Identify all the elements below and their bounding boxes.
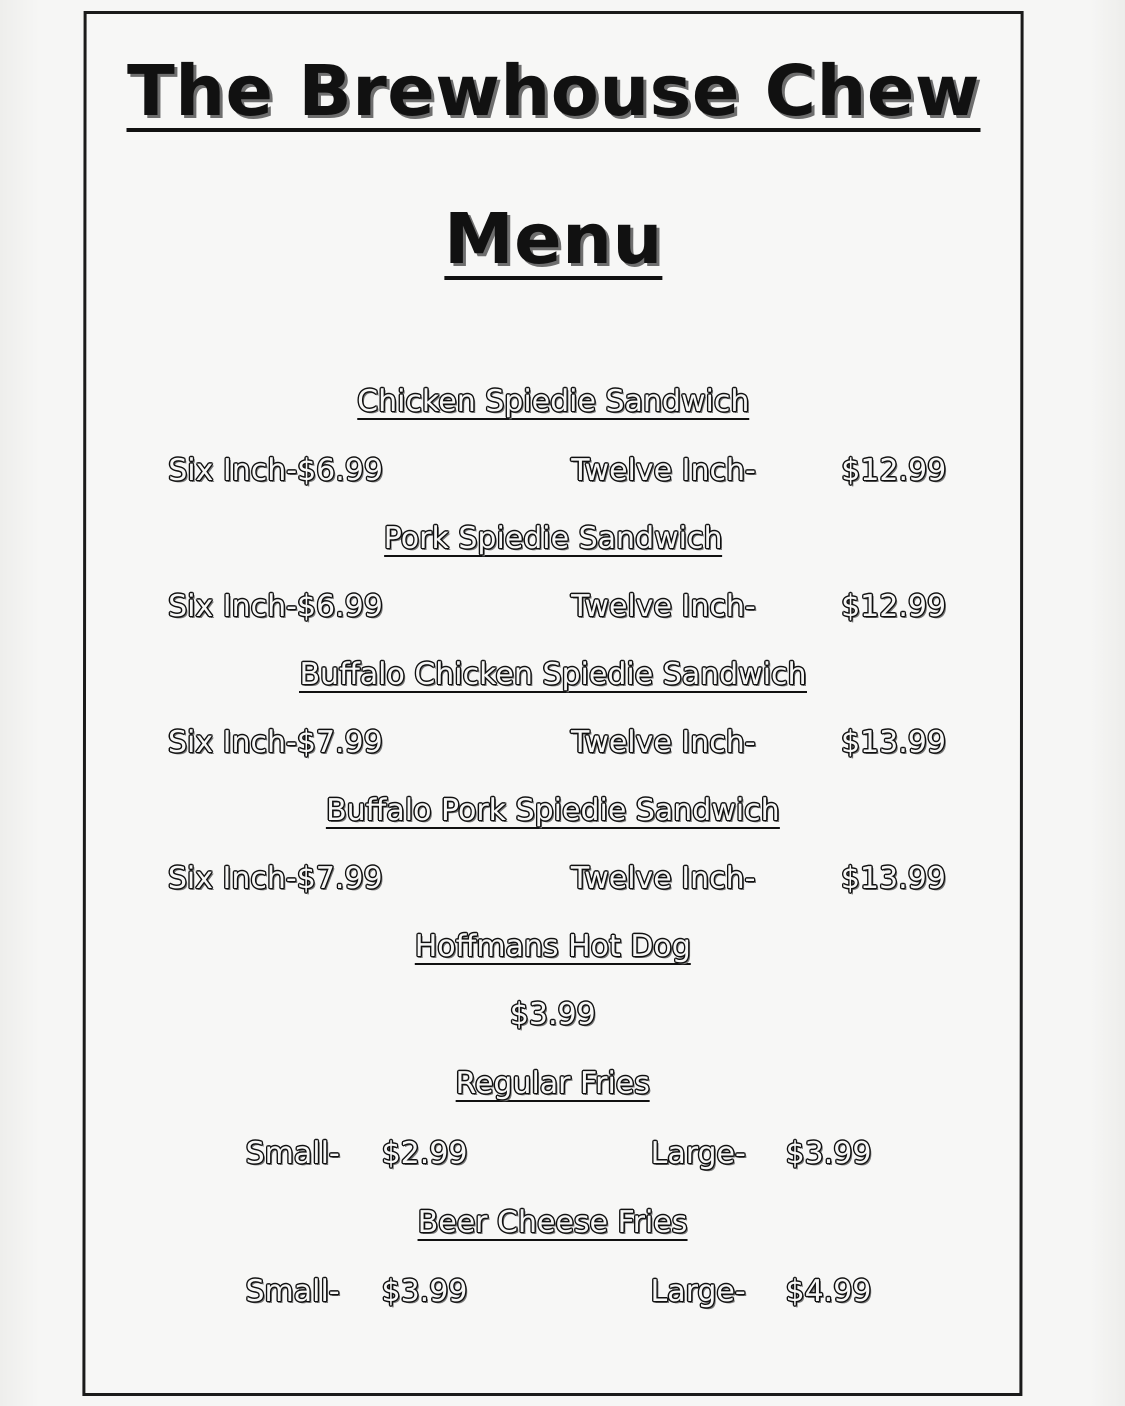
item-heading-beer-cheese-fries (86, 1205, 1020, 1241)
size-label: Twelve Inch- (571, 453, 756, 488)
item-name: Hoffmans Hot Dog (414, 929, 691, 964)
item-name: Buffalo Pork Spiedie Sandwich (326, 793, 780, 828)
menu-title-text: The Brewhouse Chew (126, 50, 981, 132)
size-label: Large- (650, 1274, 746, 1309)
small-price (381, 1136, 468, 1171)
large-price (841, 453, 947, 488)
size-label: Twelve Inch- (570, 861, 756, 896)
menu-title (86, 50, 1020, 132)
price-value: $12.99 (841, 589, 947, 624)
size-label: Six Inch- (167, 861, 297, 896)
size-label: Large- (650, 1136, 746, 1171)
menu-border (82, 11, 1023, 1396)
large-size-label (570, 861, 756, 896)
size-label: Twelve Inch- (570, 725, 756, 760)
item-heading-regular-fries (86, 1066, 1020, 1102)
price-value: $2.99 (381, 1136, 468, 1171)
size-label: Small- (245, 1274, 340, 1309)
large-size-label (571, 589, 756, 624)
small-price-line (168, 589, 383, 624)
price-value: $3.99 (509, 997, 596, 1032)
small-price-line (168, 453, 383, 488)
size-label: Six Inch- (167, 725, 297, 760)
price-value: $7.99 (296, 725, 383, 760)
large-size-label (570, 725, 756, 760)
item-heading-buffalo-chicken-spiedie (86, 657, 1020, 693)
price-value: $4.99 (785, 1274, 872, 1309)
size-label: Six Inch- (168, 453, 298, 488)
large-price (785, 1136, 872, 1171)
small-size-label (245, 1274, 340, 1309)
item-heading-chicken-spiedie (86, 384, 1020, 420)
large-size-label (650, 1274, 746, 1309)
large-price (840, 725, 946, 760)
menu-subtitle (86, 198, 1020, 280)
price-value: $6.99 (297, 453, 383, 488)
small-price (381, 1274, 468, 1309)
large-price (840, 861, 946, 896)
large-size-label (650, 1136, 746, 1171)
item-heading-buffalo-pork-spiedie (86, 793, 1020, 829)
price-value: $13.99 (840, 861, 946, 896)
item-name: Regular Fries (455, 1066, 650, 1101)
small-size-label (245, 1136, 340, 1171)
size-label: Six Inch- (168, 589, 297, 624)
hot-dog-price (86, 997, 1020, 1032)
item-heading-hot-dog (86, 929, 1020, 965)
price-value: $13.99 (840, 725, 946, 760)
small-price-line (167, 861, 383, 896)
price-value: $3.99 (785, 1136, 872, 1171)
small-price-line (167, 725, 383, 760)
size-label: Twelve Inch- (571, 589, 756, 624)
item-name: Chicken Spiedie Sandwich (357, 384, 750, 419)
price-value: $7.99 (296, 861, 383, 896)
large-price (841, 589, 947, 624)
size-label: Small- (245, 1136, 340, 1171)
large-size-label (571, 453, 756, 488)
price-value: $12.99 (841, 453, 947, 488)
menu-subtitle-text: Menu (443, 198, 663, 280)
item-name: Beer Cheese Fries (417, 1205, 688, 1240)
price-value: $6.99 (296, 589, 383, 624)
large-price (785, 1274, 872, 1309)
item-heading-pork-spiedie (86, 521, 1020, 557)
item-name: Pork Spiedie Sandwich (383, 521, 723, 556)
price-value: $3.99 (381, 1274, 468, 1309)
item-name: Buffalo Chicken Spiedie Sandwich (299, 657, 807, 692)
